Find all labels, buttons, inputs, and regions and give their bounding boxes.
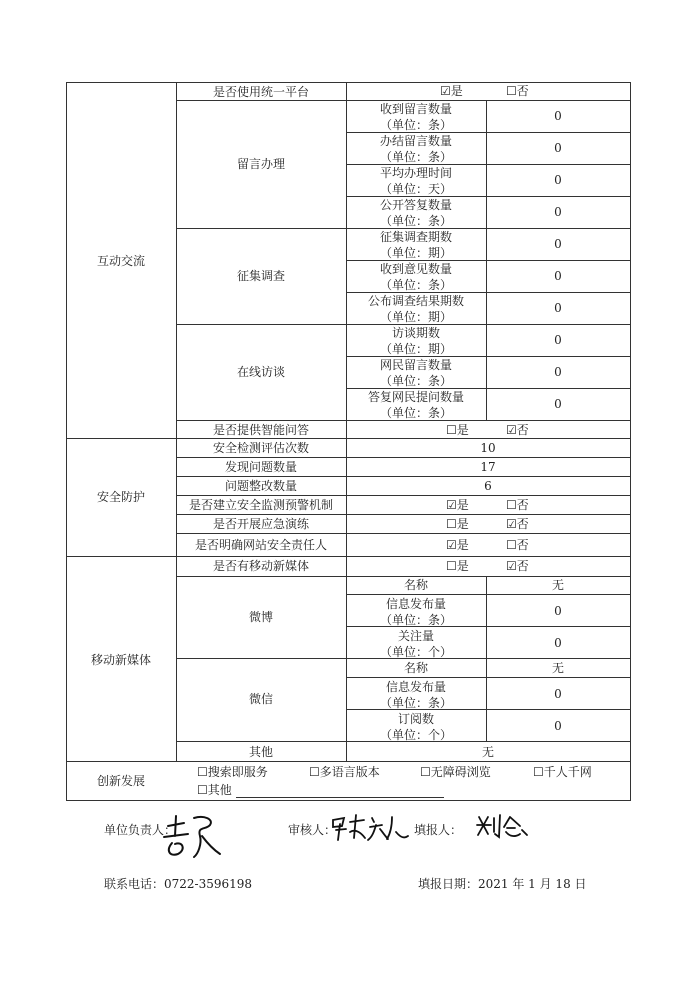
eval-count-label: 安全检测评估次数	[212, 441, 309, 455]
message-row-label: 办结留言数量 （单位：条）	[379, 134, 452, 164]
message-row-value: 0	[554, 141, 562, 155]
contact-phone: 联系电话：0722-3596198	[104, 877, 253, 891]
warning-mech-yes[interactable]: ☑是	[446, 498, 469, 512]
media-other-value: 无	[481, 745, 494, 759]
innovation-option-personalized[interactable]: ☐千人千网	[533, 765, 592, 779]
unified-platform-yes[interactable]: ☑是	[440, 84, 463, 98]
message-row-label: 公开答复数量 （单位：条）	[379, 198, 452, 228]
survey-row-label: 征集调查期数 （单位：期）	[379, 230, 452, 260]
weibo-row-value: 0	[554, 604, 562, 618]
survey-row-value: 0	[554, 237, 562, 251]
message-row-value: 0	[554, 109, 562, 123]
has-media-yes[interactable]: ☐是	[446, 559, 469, 573]
issues-fixed-label: 问题整改数量	[224, 479, 297, 493]
message-row-label: 收到留言数量 （单位：条）	[379, 102, 452, 132]
issues-fixed-value: 6	[484, 479, 492, 493]
weibo-label: 微博	[248, 610, 273, 624]
wechat-name-value: 无	[551, 661, 564, 675]
drill-label: 是否开展应急演练	[212, 517, 309, 531]
message-row-value: 0	[554, 173, 562, 187]
wechat-row-label: 订阅数 （单位：个）	[379, 712, 452, 742]
responsible-yes[interactable]: ☑是	[446, 538, 469, 552]
interview-row-value: 0	[554, 365, 562, 379]
message-row-label: 平均办理时间 （单位：天）	[379, 166, 452, 196]
section-innovation: 创新发展	[96, 774, 145, 788]
interview-row-value: 0	[554, 397, 562, 411]
smart-qa-no[interactable]: ☑否	[506, 423, 529, 437]
unified-platform-label: 是否使用统一平台	[212, 85, 309, 99]
innovation-option-other[interactable]: ☐其他	[197, 783, 232, 797]
innovation-option-accessibility[interactable]: ☐无障碍浏览	[420, 765, 491, 779]
wechat-row-value: 0	[554, 719, 562, 733]
section-media: 移动新媒体	[90, 653, 151, 667]
warning-mech-no[interactable]: ☐否	[506, 498, 529, 512]
filler-label: 填报人：	[414, 823, 463, 837]
responsible-no[interactable]: ☐否	[506, 538, 529, 552]
wechat-name-label: 名称	[403, 661, 428, 675]
unified-platform-no[interactable]: ☐否	[506, 84, 529, 98]
section-interaction: 互动交流	[96, 254, 145, 268]
survey-row-label: 公布调查结果期数 （单位：期）	[367, 294, 464, 324]
survey-row-value: 0	[554, 269, 562, 283]
innovation-other-underline	[236, 797, 444, 798]
issues-found-label: 发现问题数量	[224, 460, 297, 474]
weibo-row-label: 关注量 （单位：个）	[379, 629, 452, 659]
section-security: 安全防护	[96, 490, 145, 504]
unit-head-label: 单位负责人：	[104, 823, 177, 837]
wechat-row-value: 0	[554, 687, 562, 701]
issues-found-value: 17	[480, 460, 496, 474]
weibo-row-value: 0	[554, 636, 562, 650]
survey-label: 征集调查	[236, 269, 285, 283]
weibo-name-value: 无	[551, 578, 564, 592]
reviewer-label: 审核人：	[288, 823, 337, 837]
eval-count-value: 10	[480, 441, 496, 455]
warning-mech-label: 是否建立安全监测预警机制	[188, 498, 333, 512]
survey-row-label: 收到意见数量 （单位：条）	[379, 262, 452, 292]
interview-row-value: 0	[554, 333, 562, 347]
interview-row-label: 网民留言数量 （单位：条）	[379, 358, 452, 388]
fill-date: 填报日期：2021 年 1 月 18 日	[418, 877, 587, 891]
message-row-value: 0	[554, 205, 562, 219]
drill-no[interactable]: ☑否	[506, 517, 529, 531]
responsible-label: 是否明确网站安全责任人	[194, 538, 327, 552]
reviewer-signature	[330, 812, 410, 842]
innovation-option-search[interactable]: ☐搜索即服务	[197, 765, 268, 779]
weibo-name-label: 名称	[403, 578, 428, 592]
wechat-row-label: 信息发布量 （单位：条）	[379, 680, 452, 710]
smart-qa-yes[interactable]: ☐是	[446, 423, 469, 437]
interview-label: 在线访谈	[236, 365, 285, 379]
unit-head-signature	[160, 810, 222, 860]
smart-qa-label: 是否提供智能问答	[212, 423, 309, 437]
drill-yes[interactable]: ☐是	[446, 517, 469, 531]
message-handling-label: 留言办理	[236, 157, 285, 171]
survey-row-value: 0	[554, 301, 562, 315]
filler-signature	[474, 812, 530, 840]
media-other-label: 其他	[248, 745, 273, 759]
interview-row-label: 答复网民提问数量 （单位：条）	[367, 390, 464, 420]
innovation-option-multilang[interactable]: ☐多语言版本	[309, 765, 380, 779]
interview-row-label: 访谈期数 （单位：期）	[379, 326, 452, 356]
weibo-row-label: 信息发布量 （单位：条）	[379, 597, 452, 627]
has-media-label: 是否有移动新媒体	[212, 559, 309, 573]
has-media-no[interactable]: ☑否	[506, 559, 529, 573]
wechat-label: 微信	[248, 692, 273, 706]
